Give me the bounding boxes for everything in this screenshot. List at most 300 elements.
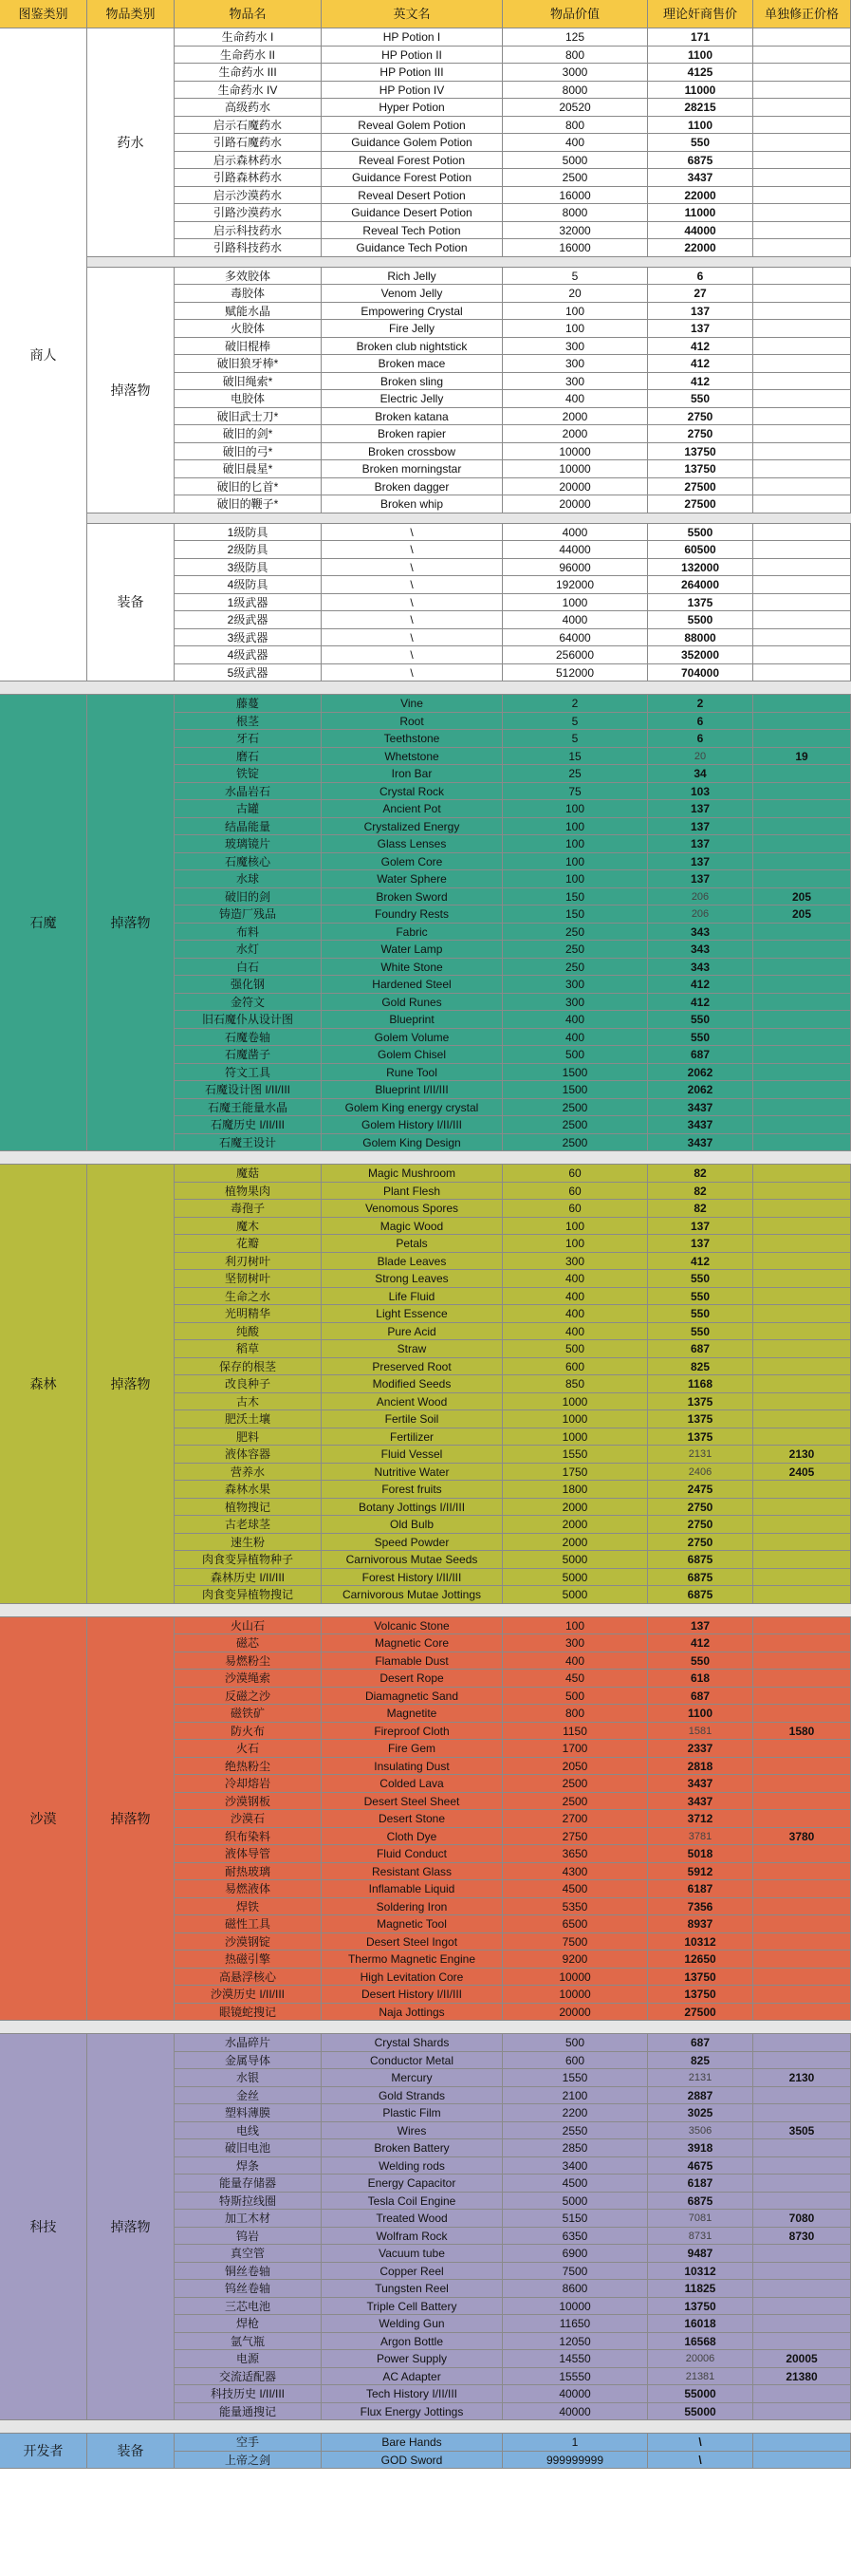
english-name-cell[interactable]: Broken club nightstick — [322, 338, 503, 356]
item-name-cell[interactable]: 上帝之剑 — [175, 2452, 322, 2470]
english-name-cell[interactable]: Broken morningstar — [322, 460, 503, 478]
merchant-price-cell[interactable]: 412 — [648, 355, 753, 373]
merchant-price-cell[interactable]: 44000 — [648, 222, 753, 240]
item-value-cell[interactable]: 500 — [503, 2034, 648, 2052]
corrected-price-cell[interactable]: 20005 — [753, 2350, 851, 2368]
item-name-cell[interactable]: 水晶碎片 — [175, 2034, 322, 2052]
item-value-cell[interactable]: 400 — [503, 1270, 648, 1288]
merchant-price-cell[interactable]: 343 — [648, 924, 753, 942]
item-name-cell[interactable]: 保存的根茎 — [175, 1358, 322, 1376]
item-value-cell[interactable]: 1700 — [503, 1740, 648, 1758]
corrected-price-cell[interactable] — [753, 1551, 851, 1569]
item-value-cell[interactable]: 10000 — [503, 2298, 648, 2316]
merchant-price-cell[interactable]: 11000 — [648, 204, 753, 222]
merchant-price-cell[interactable]: 20006 — [648, 2350, 753, 2368]
corrected-price-cell[interactable] — [753, 594, 851, 612]
english-name-cell[interactable]: Vacuum tube — [322, 2245, 503, 2263]
corrected-price-cell[interactable] — [753, 1951, 851, 1969]
item-value-cell[interactable]: 5 — [503, 713, 648, 731]
item-name-cell[interactable]: 结晶能量 — [175, 818, 322, 836]
merchant-price-cell[interactable]: 6875 — [648, 2193, 753, 2211]
item-value-cell[interactable]: 25 — [503, 765, 648, 783]
merchant-price-cell[interactable]: 550 — [648, 1323, 753, 1341]
merchant-price-cell[interactable]: 412 — [648, 994, 753, 1012]
item-name-cell[interactable]: 火石 — [175, 1740, 322, 1758]
merchant-price-cell[interactable]: 6875 — [648, 1586, 753, 1604]
item-name-cell[interactable]: 石魔王设计 — [175, 1134, 322, 1152]
english-name-cell[interactable]: Broken whip — [322, 495, 503, 513]
item-value-cell[interactable]: 8600 — [503, 2280, 648, 2298]
english-name-cell[interactable]: \ — [322, 541, 503, 559]
item-value-cell[interactable]: 11650 — [503, 2315, 648, 2333]
item-name-cell[interactable]: 引路科技药水 — [175, 239, 322, 257]
merchant-price-cell[interactable]: 13750 — [648, 2298, 753, 2316]
item-value-cell[interactable]: 600 — [503, 1358, 648, 1376]
item-name-cell[interactable]: 花瓣 — [175, 1235, 322, 1253]
english-name-cell[interactable]: Speed Powder — [322, 1534, 503, 1552]
item-value-cell[interactable]: 1500 — [503, 1081, 648, 1099]
merchant-price-cell[interactable]: 10312 — [648, 1933, 753, 1951]
item-name-cell[interactable]: 易燃粉尘 — [175, 1652, 322, 1671]
corrected-price-cell[interactable] — [753, 425, 851, 443]
item-value-cell[interactable]: 5150 — [503, 2210, 648, 2228]
merchant-price-cell[interactable]: 2887 — [648, 2087, 753, 2105]
merchant-price-cell[interactable]: 206 — [648, 905, 753, 924]
item-name-cell[interactable]: 铁锭 — [175, 765, 322, 783]
item-name-cell[interactable]: 磁铁矿 — [175, 1705, 322, 1723]
item-value-cell[interactable]: 450 — [503, 1670, 648, 1688]
item-value-cell[interactable]: 300 — [503, 1253, 648, 1271]
english-name-cell[interactable]: Blueprint I/II/III — [322, 1081, 503, 1099]
corrected-price-cell[interactable] — [753, 783, 851, 801]
corrected-price-cell[interactable] — [753, 765, 851, 783]
item-value-cell[interactable]: 400 — [503, 134, 648, 152]
item-value-cell[interactable]: 2500 — [503, 1793, 648, 1811]
item-value-cell[interactable]: 250 — [503, 924, 648, 942]
corrected-price-cell[interactable] — [753, 1116, 851, 1134]
item-value-cell[interactable]: 75 — [503, 783, 648, 801]
merchant-price-cell[interactable]: 13750 — [648, 1986, 753, 2004]
item-value-cell[interactable]: 4500 — [503, 1880, 648, 1898]
corrected-price-cell[interactable] — [753, 1516, 851, 1534]
corrected-price-cell[interactable] — [753, 28, 851, 47]
item-name-cell[interactable]: 磁芯 — [175, 1634, 322, 1652]
header-item-name[interactable]: 物品名 — [175, 0, 322, 28]
item-value-cell[interactable]: 300 — [503, 976, 648, 994]
merchant-price-cell[interactable]: 6 — [648, 730, 753, 748]
item-name-cell[interactable]: 生命药水 II — [175, 47, 322, 65]
corrected-price-cell[interactable] — [753, 1323, 851, 1341]
item-value-cell[interactable]: 500 — [503, 1340, 648, 1358]
item-name-cell[interactable]: 破旧电池 — [175, 2139, 322, 2157]
item-name-cell[interactable]: 真空管 — [175, 2245, 322, 2263]
merchant-price-cell[interactable]: 6875 — [648, 1551, 753, 1569]
merchant-price-cell[interactable]: 55000 — [648, 2403, 753, 2421]
merchant-price-cell[interactable]: 21381 — [648, 2368, 753, 2386]
item-name-cell[interactable]: 破旧棍棒 — [175, 338, 322, 356]
english-name-cell[interactable]: Water Sphere — [322, 870, 503, 888]
merchant-price-cell[interactable]: 5500 — [648, 611, 753, 629]
corrected-price-cell[interactable] — [753, 629, 851, 647]
corrected-price-cell[interactable] — [753, 303, 851, 321]
item-name-cell[interactable]: 布料 — [175, 924, 322, 942]
merchant-price-cell[interactable]: 2131 — [648, 2069, 753, 2087]
item-name-cell[interactable]: 2级武器 — [175, 611, 322, 629]
english-name-cell[interactable]: Colded Lava — [322, 1775, 503, 1793]
corrected-price-cell[interactable] — [753, 2298, 851, 2316]
merchant-price-cell[interactable]: 137 — [648, 303, 753, 321]
item-value-cell[interactable]: 100 — [503, 870, 648, 888]
item-name-cell[interactable]: 稻草 — [175, 1340, 322, 1358]
item-name-cell[interactable]: 魔木 — [175, 1218, 322, 1236]
corrected-price-cell[interactable] — [753, 478, 851, 496]
merchant-price-cell[interactable]: 2 — [648, 695, 753, 713]
merchant-price-cell[interactable]: 16018 — [648, 2315, 753, 2333]
merchant-price-cell[interactable]: 412 — [648, 373, 753, 391]
item-name-cell[interactable]: 破旧的剑* — [175, 425, 322, 443]
item-name-cell[interactable]: 铸造厂残品 — [175, 905, 322, 924]
corrected-price-cell[interactable] — [753, 1758, 851, 1776]
english-name-cell[interactable]: Petals — [322, 1235, 503, 1253]
english-name-cell[interactable]: Forest History I/II/III — [322, 1569, 503, 1587]
merchant-price-cell[interactable]: 11000 — [648, 82, 753, 100]
corrected-price-cell[interactable] — [753, 870, 851, 888]
english-name-cell[interactable]: Guidance Tech Potion — [322, 239, 503, 257]
english-name-cell[interactable]: Golem Volume — [322, 1029, 503, 1047]
corrected-price-cell[interactable] — [753, 959, 851, 977]
item-value-cell[interactable]: 16000 — [503, 239, 648, 257]
corrected-price-cell[interactable] — [753, 1064, 851, 1082]
english-name-cell[interactable]: Guidance Golem Potion — [322, 134, 503, 152]
item-value-cell[interactable]: 5000 — [503, 2193, 648, 2211]
english-name-cell[interactable]: Wolfram Rock — [322, 2228, 503, 2246]
corrected-price-cell[interactable]: 7080 — [753, 2210, 851, 2228]
corrected-price-cell[interactable] — [753, 1099, 851, 1117]
merchant-price-cell[interactable]: 1375 — [648, 1393, 753, 1411]
item-name-cell[interactable]: 钨岩 — [175, 2228, 322, 2246]
merchant-price-cell[interactable]: 1375 — [648, 594, 753, 612]
item-value-cell[interactable]: 125 — [503, 28, 648, 47]
corrected-price-cell[interactable] — [753, 2280, 851, 2298]
merchant-price-cell[interactable]: 3437 — [648, 1793, 753, 1811]
english-name-cell[interactable]: Reveal Golem Potion — [322, 117, 503, 135]
merchant-price-cell[interactable]: \ — [648, 2452, 753, 2470]
corrected-price-cell[interactable] — [753, 2452, 851, 2470]
item-value-cell[interactable]: 2500 — [503, 1134, 648, 1152]
english-name-cell[interactable]: Whetstone — [322, 748, 503, 766]
english-name-cell[interactable]: Fluid Conduct — [322, 1845, 503, 1863]
merchant-price-cell[interactable]: 13750 — [648, 443, 753, 461]
corrected-price-cell[interactable]: 8730 — [753, 2228, 851, 2246]
merchant-price-cell[interactable]: 1168 — [648, 1375, 753, 1393]
english-name-cell[interactable]: Glass Lenses — [322, 835, 503, 853]
corrected-price-cell[interactable] — [753, 64, 851, 82]
merchant-price-cell[interactable]: 1100 — [648, 47, 753, 65]
merchant-price-cell[interactable]: 55000 — [648, 2385, 753, 2403]
item-value-cell[interactable]: 1550 — [503, 2069, 648, 2087]
item-name-cell[interactable]: 石魔历史 I/II/III — [175, 1116, 322, 1134]
item-name-cell[interactable]: 水晶岩石 — [175, 783, 322, 801]
item-name-cell[interactable]: 塑料薄膜 — [175, 2104, 322, 2122]
item-name-cell[interactable]: 交流适配器 — [175, 2368, 322, 2386]
english-name-cell[interactable]: Broken Battery — [322, 2139, 503, 2157]
english-name-cell[interactable]: Strong Leaves — [322, 1270, 503, 1288]
item-value-cell[interactable]: 100 — [503, 1218, 648, 1236]
merchant-price-cell[interactable]: 2475 — [648, 1481, 753, 1499]
item-name-cell[interactable]: 启示森林药水 — [175, 152, 322, 170]
item-name-cell[interactable]: 3级武器 — [175, 629, 322, 647]
merchant-price-cell[interactable]: 3781 — [648, 1828, 753, 1846]
english-name-cell[interactable]: HP Potion I — [322, 28, 503, 47]
english-name-cell[interactable]: \ — [322, 559, 503, 577]
item-name-cell[interactable]: 毒孢子 — [175, 1200, 322, 1218]
merchant-price-cell[interactable]: 8731 — [648, 2228, 753, 2246]
item-value-cell[interactable]: 1000 — [503, 1393, 648, 1411]
corrected-price-cell[interactable] — [753, 1986, 851, 2004]
merchant-price-cell[interactable]: 6875 — [648, 152, 753, 170]
english-name-cell[interactable]: Wires — [322, 2122, 503, 2140]
item-name-cell[interactable]: 引路沙漠药水 — [175, 204, 322, 222]
english-name-cell[interactable]: Fireproof Cloth — [322, 1723, 503, 1741]
item-value-cell[interactable]: 2850 — [503, 2139, 648, 2157]
item-name-cell[interactable]: 焊枪 — [175, 2315, 322, 2333]
english-name-cell[interactable]: Botany Jottings I/II/III — [322, 1499, 503, 1517]
item-name-cell[interactable]: 织布染料 — [175, 1828, 322, 1846]
corrected-price-cell[interactable] — [753, 2315, 851, 2333]
corrected-price-cell[interactable] — [753, 1358, 851, 1376]
english-name-cell[interactable]: Gold Strands — [322, 2087, 503, 2105]
item-value-cell[interactable]: 2500 — [503, 169, 648, 187]
english-name-cell[interactable]: Light Essence — [322, 1305, 503, 1323]
corrected-price-cell[interactable] — [753, 818, 851, 836]
item-name-cell[interactable]: 氩气瓶 — [175, 2333, 322, 2351]
item-value-cell[interactable]: 2500 — [503, 1099, 648, 1117]
item-value-cell[interactable]: 8000 — [503, 204, 648, 222]
english-name-cell[interactable]: Nutritive Water — [322, 1464, 503, 1482]
corrected-price-cell[interactable] — [753, 390, 851, 408]
corrected-price-cell[interactable] — [753, 268, 851, 286]
item-value-cell[interactable]: 32000 — [503, 222, 648, 240]
merchant-price-cell[interactable]: 6187 — [648, 2175, 753, 2193]
item-name-cell[interactable]: 高悬浮核心 — [175, 1969, 322, 1987]
merchant-price-cell[interactable]: 3918 — [648, 2139, 753, 2157]
english-name-cell[interactable]: Gold Runes — [322, 994, 503, 1012]
english-name-cell[interactable]: Crystalized Energy — [322, 818, 503, 836]
merchant-price-cell[interactable]: 20 — [648, 748, 753, 766]
corrected-price-cell[interactable] — [753, 1288, 851, 1306]
item-value-cell[interactable]: 4000 — [503, 524, 648, 542]
item-value-cell[interactable]: 2700 — [503, 1810, 648, 1828]
item-value-cell[interactable]: 100 — [503, 320, 648, 338]
item-name-cell[interactable]: 速生粉 — [175, 1534, 322, 1552]
header-item-type[interactable]: 物品类别 — [87, 0, 175, 28]
corrected-price-cell[interactable] — [753, 2052, 851, 2070]
merchant-price-cell[interactable]: 550 — [648, 1288, 753, 1306]
corrected-price-cell[interactable]: 3505 — [753, 2122, 851, 2140]
item-name-cell[interactable]: 营养水 — [175, 1464, 322, 1482]
english-name-cell[interactable]: Fire Jelly — [322, 320, 503, 338]
english-name-cell[interactable]: Old Bulb — [322, 1516, 503, 1534]
item-value-cell[interactable]: 400 — [503, 1011, 648, 1029]
merchant-price-cell[interactable]: 2750 — [648, 1516, 753, 1534]
item-name-cell[interactable]: 水球 — [175, 870, 322, 888]
item-value-cell[interactable]: 2750 — [503, 1828, 648, 1846]
english-name-cell[interactable]: Broken dagger — [322, 478, 503, 496]
english-name-cell[interactable]: Crystal Shards — [322, 2034, 503, 2052]
corrected-price-cell[interactable] — [753, 800, 851, 818]
english-name-cell[interactable]: GOD Sword — [322, 2452, 503, 2470]
item-value-cell[interactable]: 4300 — [503, 1863, 648, 1881]
english-name-cell[interactable]: Golem Core — [322, 853, 503, 871]
corrected-price-cell[interactable]: 205 — [753, 905, 851, 924]
item-value-cell[interactable]: 400 — [503, 1323, 648, 1341]
merchant-price-cell[interactable]: 82 — [648, 1165, 753, 1183]
corrected-price-cell[interactable] — [753, 408, 851, 426]
corrected-price-cell[interactable] — [753, 2157, 851, 2175]
corrected-price-cell[interactable] — [753, 2034, 851, 2052]
item-value-cell[interactable]: 5 — [503, 730, 648, 748]
item-value-cell[interactable]: 100 — [503, 800, 648, 818]
merchant-price-cell[interactable]: 3506 — [648, 2122, 753, 2140]
item-name-cell[interactable]: 1级武器 — [175, 594, 322, 612]
item-value-cell[interactable]: 100 — [503, 853, 648, 871]
item-name-cell[interactable]: 石魔凿子 — [175, 1046, 322, 1064]
item-value-cell[interactable]: 300 — [503, 355, 648, 373]
merchant-price-cell[interactable]: 16568 — [648, 2333, 753, 2351]
english-name-cell[interactable]: \ — [322, 524, 503, 542]
english-name-cell[interactable]: Resistant Glass — [322, 1863, 503, 1881]
merchant-price-cell[interactable]: 550 — [648, 390, 753, 408]
corrected-price-cell[interactable] — [753, 1569, 851, 1587]
merchant-price-cell[interactable]: 27500 — [648, 2004, 753, 2022]
corrected-price-cell[interactable] — [753, 1586, 851, 1604]
english-name-cell[interactable]: Tesla Coil Engine — [322, 2193, 503, 2211]
merchant-price-cell[interactable]: 60500 — [648, 541, 753, 559]
item-value-cell[interactable]: 300 — [503, 338, 648, 356]
item-value-cell[interactable]: 20520 — [503, 99, 648, 117]
corrected-price-cell[interactable] — [753, 1775, 851, 1793]
merchant-price-cell[interactable]: 8937 — [648, 1915, 753, 1933]
merchant-price-cell[interactable]: 1100 — [648, 117, 753, 135]
item-value-cell[interactable]: 1550 — [503, 1446, 648, 1464]
item-value-cell[interactable]: 44000 — [503, 541, 648, 559]
english-name-cell[interactable]: Crystal Rock — [322, 783, 503, 801]
item-name-cell[interactable]: 生命药水 III — [175, 64, 322, 82]
item-name-cell[interactable]: 沙漠石 — [175, 1810, 322, 1828]
item-name-cell[interactable]: 1级防具 — [175, 524, 322, 542]
merchant-price-cell[interactable]: 3712 — [648, 1810, 753, 1828]
item-value-cell[interactable]: 1800 — [503, 1481, 648, 1499]
item-value-cell[interactable]: 5 — [503, 268, 648, 286]
english-name-cell[interactable]: Blade Leaves — [322, 1253, 503, 1271]
corrected-price-cell[interactable] — [753, 47, 851, 65]
item-name-cell[interactable]: 破旧的弓* — [175, 443, 322, 461]
item-value-cell[interactable]: 14550 — [503, 2350, 648, 2368]
item-name-cell[interactable]: 肥料 — [175, 1428, 322, 1447]
merchant-price-cell[interactable]: 9487 — [648, 2245, 753, 2263]
item-value-cell[interactable]: 400 — [503, 1029, 648, 1047]
corrected-price-cell[interactable] — [753, 1200, 851, 1218]
merchant-price-cell[interactable]: 27 — [648, 285, 753, 303]
english-name-cell[interactable]: Energy Capacitor — [322, 2175, 503, 2193]
english-name-cell[interactable]: Tech History I/II/III — [322, 2385, 503, 2403]
item-value-cell[interactable]: 2550 — [503, 2122, 648, 2140]
item-name-cell[interactable]: 利刃树叶 — [175, 1253, 322, 1271]
corrected-price-cell[interactable] — [753, 1428, 851, 1447]
english-name-cell[interactable]: Hyper Potion — [322, 99, 503, 117]
corrected-price-cell[interactable] — [753, 1845, 851, 1863]
merchant-price-cell[interactable]: 550 — [648, 1029, 753, 1047]
item-value-cell[interactable]: 6900 — [503, 2245, 648, 2263]
merchant-price-cell[interactable]: 412 — [648, 1253, 753, 1271]
merchant-price-cell[interactable]: 27500 — [648, 478, 753, 496]
english-name-cell[interactable]: Inflamable Liquid — [322, 1880, 503, 1898]
corrected-price-cell[interactable] — [753, 1670, 851, 1688]
item-name-cell[interactable]: 电胶体 — [175, 390, 322, 408]
merchant-price-cell[interactable]: 1375 — [648, 1410, 753, 1428]
english-name-cell[interactable]: Desert History I/II/III — [322, 1986, 503, 2004]
item-value-cell[interactable]: 100 — [503, 1235, 648, 1253]
english-name-cell[interactable]: Root — [322, 713, 503, 731]
merchant-price-cell[interactable]: 4125 — [648, 64, 753, 82]
english-name-cell[interactable]: Rich Jelly — [322, 268, 503, 286]
item-value-cell[interactable]: 3000 — [503, 64, 648, 82]
merchant-price-cell[interactable]: 6 — [648, 713, 753, 731]
english-name-cell[interactable]: Hardened Steel — [322, 976, 503, 994]
item-name-cell[interactable]: 热磁引擎 — [175, 1951, 322, 1969]
item-value-cell[interactable]: 256000 — [503, 646, 648, 664]
merchant-price-cell[interactable]: 7081 — [648, 2210, 753, 2228]
item-value-cell[interactable]: 15550 — [503, 2368, 648, 2386]
item-name-cell[interactable]: 生命药水 I — [175, 28, 322, 47]
item-name-cell[interactable]: 科技历史 I/II/III — [175, 2385, 322, 2403]
english-name-cell[interactable]: Golem King energy crystal — [322, 1099, 503, 1117]
merchant-price-cell[interactable]: 412 — [648, 338, 753, 356]
item-name-cell[interactable]: 绝热粉尘 — [175, 1758, 322, 1776]
corrected-price-cell[interactable] — [753, 1969, 851, 1987]
item-value-cell[interactable]: 7500 — [503, 2263, 648, 2281]
english-name-cell[interactable]: White Stone — [322, 959, 503, 977]
merchant-price-cell[interactable]: 3437 — [648, 169, 753, 187]
item-name-cell[interactable]: 耐热玻璃 — [175, 1863, 322, 1881]
item-value-cell[interactable]: 800 — [503, 117, 648, 135]
english-name-cell[interactable]: Fertile Soil — [322, 1410, 503, 1428]
english-name-cell[interactable]: Tungsten Reel — [322, 2280, 503, 2298]
item-name-cell[interactable]: 3级防具 — [175, 559, 322, 577]
item-name-cell[interactable]: 钨丝卷轴 — [175, 2280, 322, 2298]
corrected-price-cell[interactable] — [753, 1915, 851, 1933]
item-name-cell[interactable]: 植物果肉 — [175, 1183, 322, 1201]
english-name-cell[interactable]: Magnetic Tool — [322, 1915, 503, 1933]
item-value-cell[interactable]: 250 — [503, 941, 648, 959]
item-name-cell[interactable]: 符文工具 — [175, 1064, 322, 1082]
item-value-cell[interactable]: 10000 — [503, 460, 648, 478]
item-name-cell[interactable]: 液体导管 — [175, 1845, 322, 1863]
english-name-cell[interactable]: Guidance Desert Potion — [322, 204, 503, 222]
item-value-cell[interactable]: 1000 — [503, 1428, 648, 1447]
merchant-price-cell[interactable]: 825 — [648, 1358, 753, 1376]
english-name-cell[interactable]: Fertilizer — [322, 1428, 503, 1447]
english-name-cell[interactable]: HP Potion IV — [322, 82, 503, 100]
item-name-cell[interactable]: 能量存储器 — [175, 2175, 322, 2193]
english-name-cell[interactable]: Forest fruits — [322, 1481, 503, 1499]
english-name-cell[interactable]: Fire Gem — [322, 1740, 503, 1758]
item-value-cell[interactable]: 2000 — [503, 1534, 648, 1552]
corrected-price-cell[interactable]: 2130 — [753, 2069, 851, 2087]
merchant-price-cell[interactable]: 825 — [648, 2052, 753, 2070]
corrected-price-cell[interactable] — [753, 443, 851, 461]
merchant-price-cell[interactable]: 2750 — [648, 425, 753, 443]
